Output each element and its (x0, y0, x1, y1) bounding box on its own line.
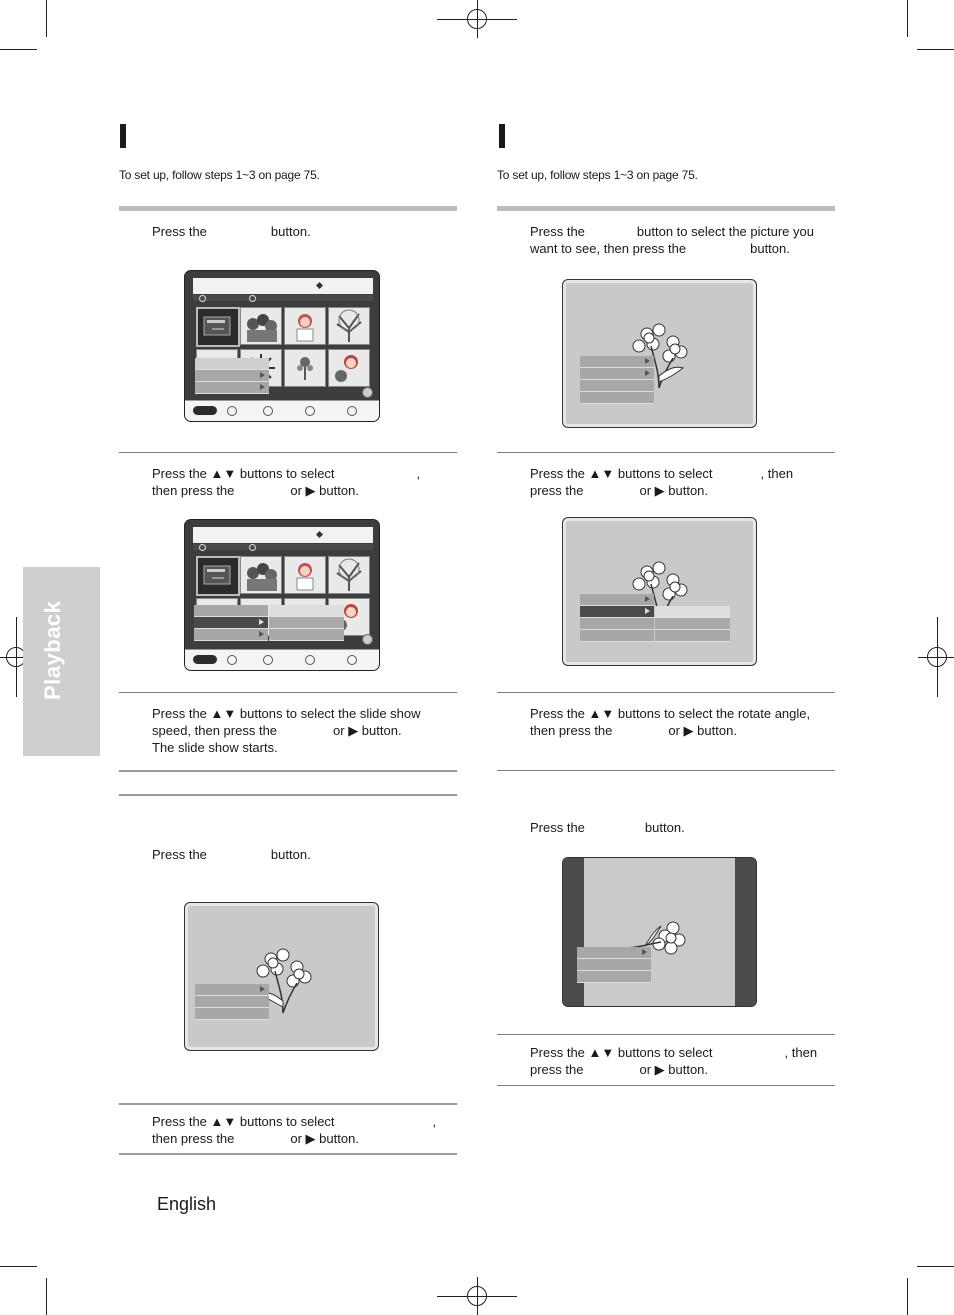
section-end-rule (497, 1085, 835, 1086)
step-select-option: Press the ▲▼ buttons to select , then press the or ▶ button. (530, 1045, 818, 1077)
menu-item[interactable] (580, 392, 654, 404)
section-rule (497, 206, 835, 211)
return-icon (305, 655, 315, 665)
submenu-item[interactable] (269, 629, 344, 641)
rotated-picture-screen (562, 857, 757, 1007)
thumbnail-browser-screen (184, 519, 380, 671)
anykey-button-icon (193, 655, 217, 664)
step-divider (497, 452, 835, 453)
registration-target-icon (467, 1286, 487, 1306)
submenu (655, 606, 730, 642)
thumbnail-picture[interactable] (284, 349, 326, 387)
return-icon (305, 406, 315, 416)
thumbnail-picture[interactable] (240, 307, 282, 345)
ok-icon (263, 655, 273, 665)
crop-mark-icon (46, 0, 47, 37)
submenu-item[interactable] (269, 605, 344, 617)
crop-mark-icon (46, 1278, 47, 1315)
menu-item[interactable] (580, 594, 654, 606)
exit-icon (347, 655, 357, 665)
menu-item[interactable] (195, 370, 269, 382)
crop-mark-icon (917, 1266, 954, 1267)
page-badge-icon (362, 634, 373, 645)
step-press-button: Press the button. (152, 847, 311, 862)
section-rule (119, 794, 457, 796)
picture-view-screen (562, 279, 757, 428)
step-divider (497, 1034, 835, 1035)
step-divider (119, 452, 457, 453)
exit-icon (347, 406, 357, 416)
side-tab-label: Playback (40, 600, 65, 700)
thumbnail-folder[interactable] (196, 307, 240, 347)
context-menu (195, 984, 269, 1020)
move-icon (227, 655, 237, 665)
step-select-option: Press the ▲▼ buttons to select , then press the or ▶ button. (152, 466, 421, 498)
menu-item[interactable] (577, 959, 651, 971)
thumbnail-picture[interactable] (284, 307, 326, 345)
menu-item[interactable] (577, 971, 651, 983)
menu-item[interactable] (580, 368, 654, 380)
crop-mark-icon (0, 49, 37, 50)
anykey-button-icon (193, 406, 217, 415)
step-press-button: Press the button. (152, 224, 311, 239)
menu-item[interactable] (580, 618, 654, 630)
thumbnail-browser-screen (184, 270, 380, 422)
menu-item[interactable] (195, 358, 269, 370)
move-icon (227, 406, 237, 416)
context-menu (580, 594, 654, 642)
section-end-rule (119, 1153, 457, 1155)
crop-mark-icon (917, 49, 954, 50)
menu-item-selected[interactable] (194, 617, 268, 629)
section-end-rule (119, 770, 457, 772)
menu-item-selected[interactable] (580, 606, 654, 618)
submenu-item[interactable] (655, 630, 730, 642)
crop-mark-icon (907, 0, 908, 37)
submenu (269, 605, 344, 641)
step-divider (119, 1103, 457, 1105)
section-marker (499, 124, 505, 148)
thumbnail-picture[interactable] (240, 556, 282, 594)
submenu-item[interactable] (655, 618, 730, 630)
thumbnail-picture[interactable] (284, 556, 326, 594)
context-menu (580, 356, 654, 404)
key-guide-bar (185, 400, 379, 421)
menu-item[interactable] (194, 605, 268, 617)
menu-item[interactable] (580, 356, 654, 368)
setup-intro: To set up, follow steps 1~3 on page 75. (119, 168, 320, 182)
section-marker (120, 124, 126, 148)
menu-item[interactable] (195, 382, 269, 394)
menu-item[interactable] (195, 996, 269, 1008)
section-end-rule (497, 770, 835, 771)
step-divider (497, 692, 835, 693)
menu-item[interactable] (577, 947, 651, 959)
crop-mark-icon (907, 1278, 908, 1315)
section-rule (119, 206, 457, 211)
thumbnail-picture[interactable] (328, 307, 370, 345)
menu-item[interactable] (580, 380, 654, 392)
menu-item[interactable] (194, 629, 268, 641)
step-press-button: Press the button. (530, 820, 685, 835)
page-language-label: English (157, 1194, 217, 1214)
menu-item[interactable] (195, 984, 269, 996)
step-select-picture: Press the button to select the picture you want to see, then press the button. (530, 224, 814, 256)
ok-icon (263, 406, 273, 416)
setup-intro: To set up, follow steps 1~3 on page 75. (497, 168, 698, 182)
thumbnail-picture[interactable] (328, 556, 370, 594)
crop-mark-icon (0, 1266, 37, 1267)
registration-target-icon (467, 9, 487, 29)
menu-item[interactable] (580, 630, 654, 642)
picture-view-screen (184, 902, 379, 1051)
context-menu (194, 605, 268, 641)
menu-item[interactable] (195, 1008, 269, 1020)
context-menu (577, 947, 651, 983)
step-divider (119, 692, 457, 693)
registration-target-icon (927, 647, 947, 667)
step-select-option: Press the ▲▼ buttons to select , then press the or ▶ button. (530, 466, 794, 498)
context-menu (195, 358, 269, 394)
thumbnail-picture[interactable] (328, 349, 370, 387)
picture-view-screen (562, 517, 757, 666)
submenu-item[interactable] (655, 606, 730, 618)
step-select-rotate-angle: Press the ▲▼ buttons to select the rotate angle, then press the or ▶ button. (530, 706, 811, 738)
thumbnail-folder[interactable] (196, 556, 240, 596)
step-select-speed: Press the ▲▼ buttons to select the slide show speed, then press the or ▶ button. The slide show starts. (152, 706, 421, 755)
key-guide-bar (185, 649, 379, 670)
page-badge-icon (362, 387, 373, 398)
step-select-option: Press the ▲▼ buttons to select , then press the or ▶ button. (152, 1114, 437, 1146)
submenu-item[interactable] (269, 617, 344, 629)
